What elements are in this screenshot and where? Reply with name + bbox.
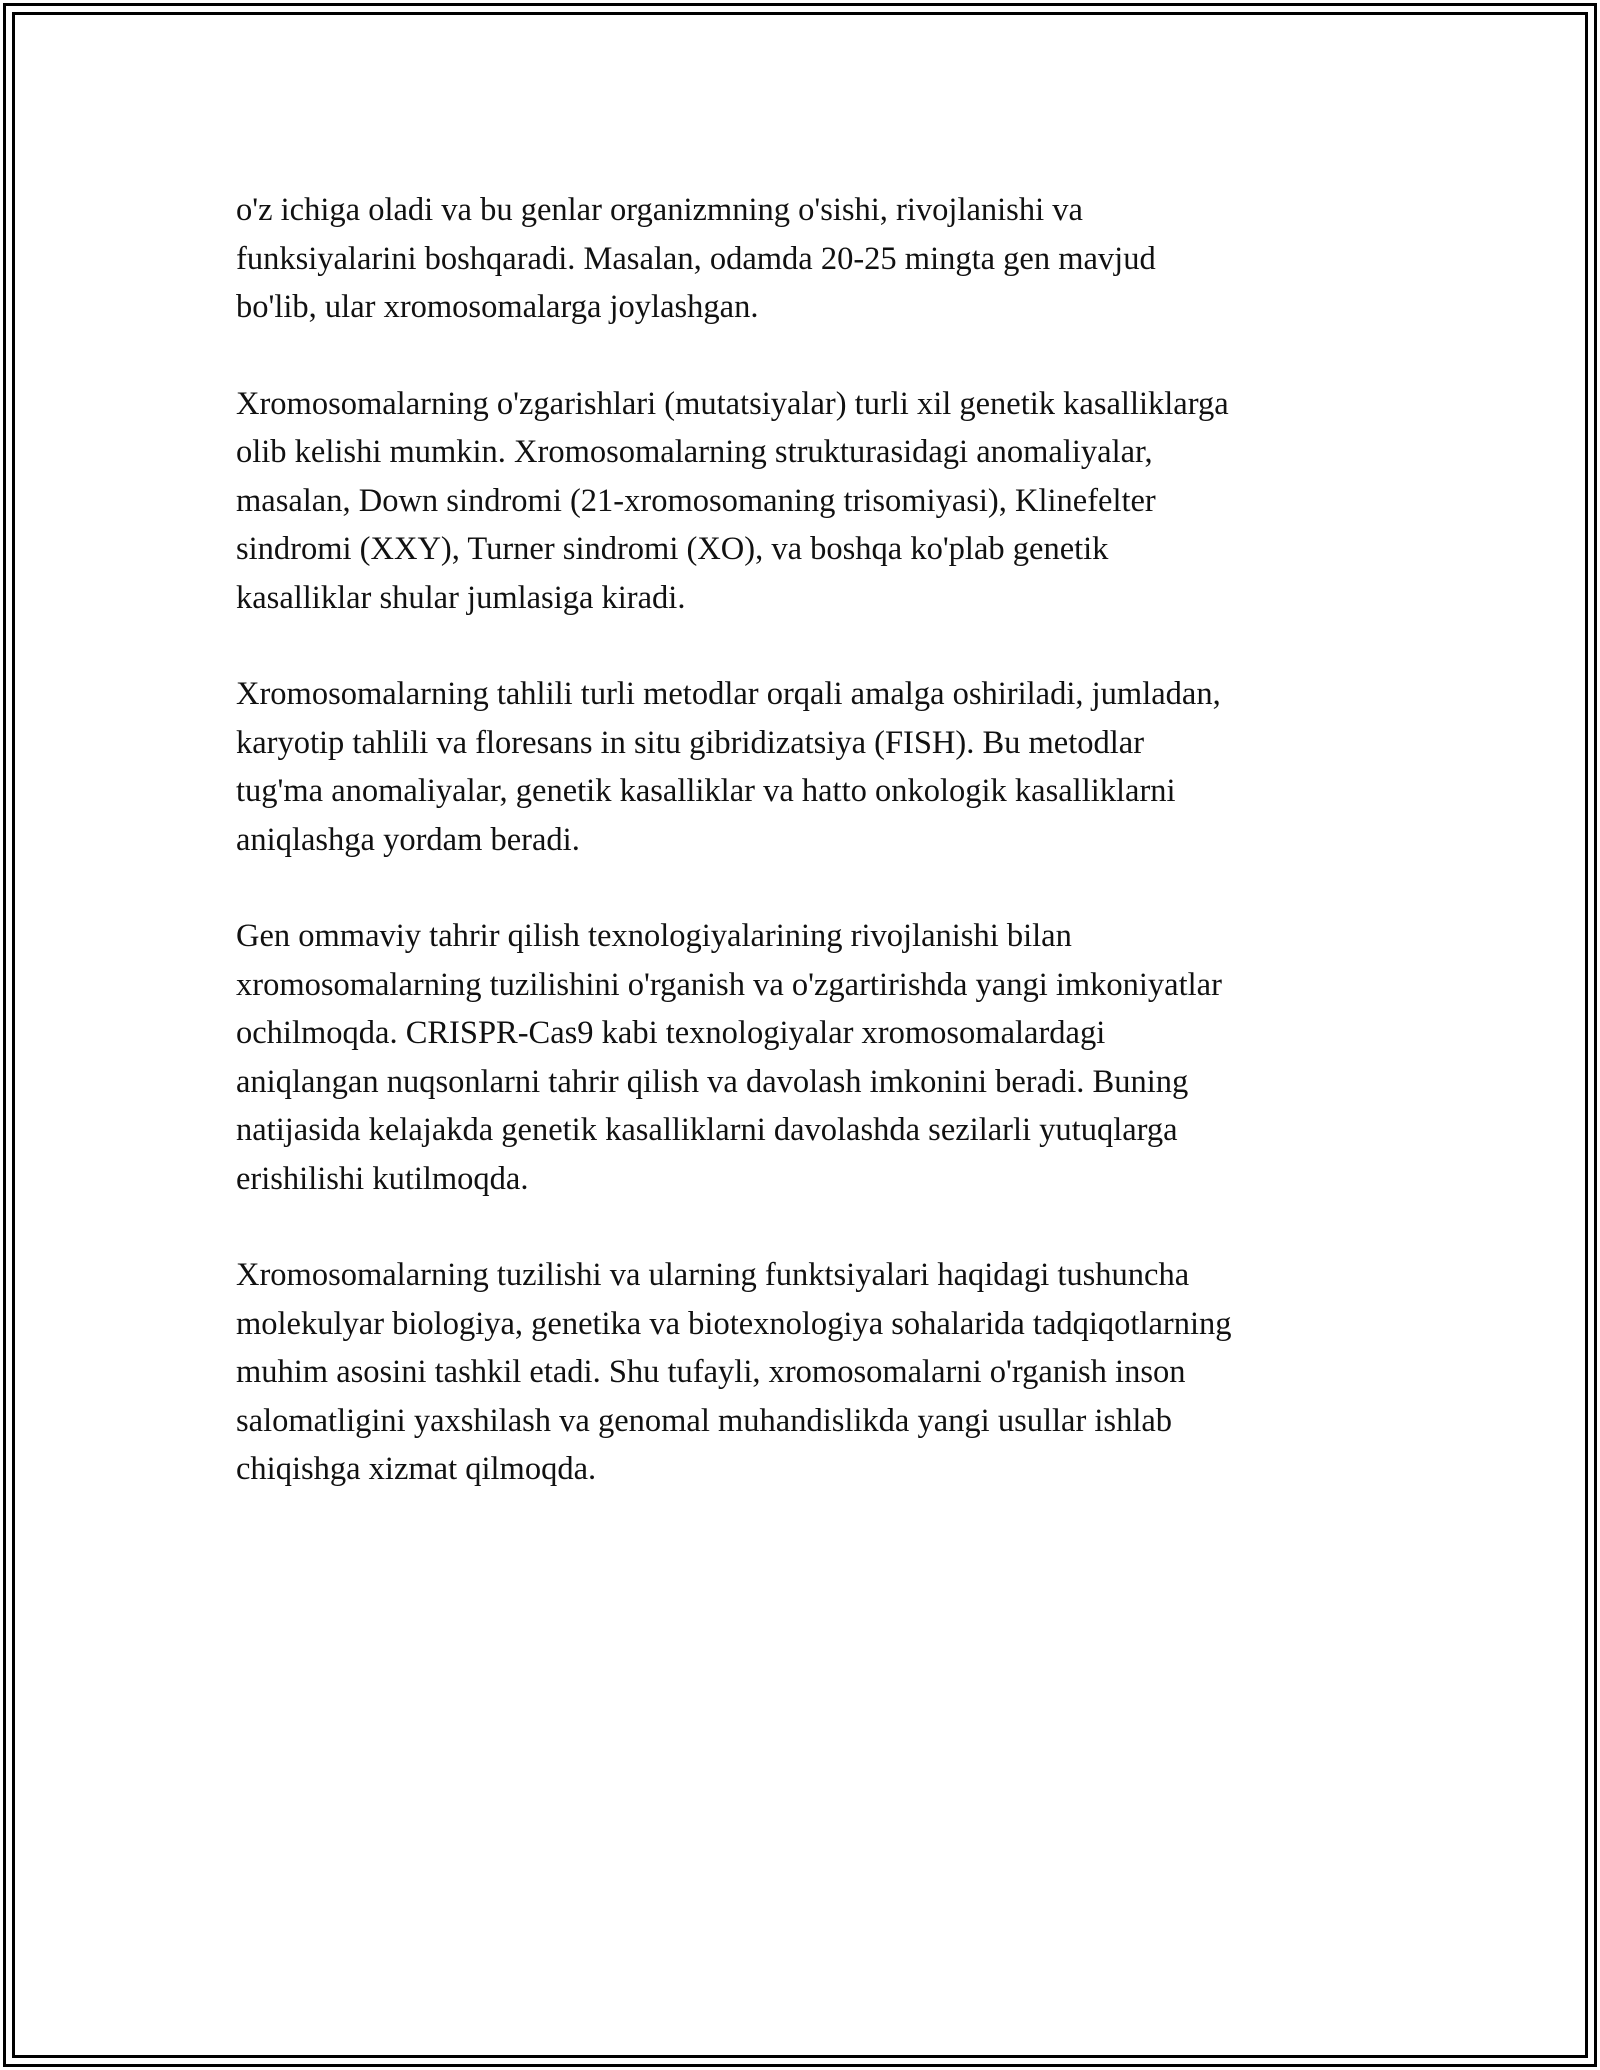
text-line: Gen ommaviy tahrir qilish texnologiyalarining rivojlanishi bilan xyxy=(236,918,1072,954)
paragraph-1 xyxy=(236,186,1386,332)
paragraph-3 xyxy=(236,670,1386,864)
paragraph-5 xyxy=(236,1251,1386,1494)
text-line: molekulyar biologiya, genetika va biotexnologiya sohalarida tadqiqotlarning xyxy=(236,1305,1232,1342)
text-line: erishilishi kutilmoqda. xyxy=(236,1160,529,1197)
text-line: karyotip tahlili va floresans in situ gibridizatsiya (FISH). Bu metodlar xyxy=(236,724,1145,761)
text-line: aniqlangan nuqsonlarni tahrir qilish va davolash imkonini beradi. Buning xyxy=(236,1063,1189,1100)
text-line: salomatligini yaxshilash va genomal muhandislikda yangi usullar ishlab xyxy=(236,1402,1173,1439)
text-line: ochilmoqda. CRISPR-Cas9 kabi texnologiyalar xromosomalardagi xyxy=(236,1015,1106,1051)
text-line: natijasida kelajakda genetik kasalliklarni davolashda sezilarli yutuqlarga xyxy=(236,1112,1178,1148)
text-line: tug'ma anomaliyalar, genetik kasalliklar va hatto onkologik kasalliklarni xyxy=(236,773,1176,809)
text-line: Xromosomalarning tuzilishi va ularning funktsiyalari haqidagi tushuncha xyxy=(236,1257,1190,1293)
text-line: o'z ichiga oladi va bu genlar organizmning o'sishi, rivojlanishi va xyxy=(236,192,1083,228)
document-body xyxy=(236,186,1386,1542)
text-line: sindromi (XXY), Turner sindromi (XO), va boshqa ko'plab genetik xyxy=(236,531,1109,567)
paragraph-4 xyxy=(236,912,1386,1203)
text-line: chiqishga xizmat qilmoqda. xyxy=(236,1451,597,1487)
text-line: Xromosomalarning tahlili turli metodlar orqali amalga oshiriladi, jumladan, xyxy=(236,676,1221,712)
paragraph-2 xyxy=(236,380,1386,623)
text-line: kasalliklar shular jumlasiga kiradi. xyxy=(236,579,686,616)
text-line: bo'lib, ular xromosomalarga joylashgan. xyxy=(236,289,759,325)
text-line: muhim asosini tashkil etadi. Shu tufayli, xromosomalarni o'rganish inson xyxy=(236,1354,1186,1390)
text-line: masalan, Down sindromi (21-xromosomaning trisomiyasi), Klinefelter xyxy=(236,482,1156,519)
text-line: olib kelishi mumkin. Xromosomalarning strukturasidagi anomaliyalar, xyxy=(236,434,1153,470)
text-line: funksiyalarini boshqaradi. Masalan, odamda 20-25 mingta gen mavjud xyxy=(236,240,1156,277)
text-line: Xromosomalarning o'zgarishlari (mutatsiyalar) turli xil genetik kasalliklarga xyxy=(236,385,1229,422)
text-line: aniqlashga yordam beradi. xyxy=(236,821,580,858)
text-line: xromosomalarning tuzilishini o'rganish va o'zgartirishda yangi imkoniyatlar xyxy=(236,966,1222,1003)
